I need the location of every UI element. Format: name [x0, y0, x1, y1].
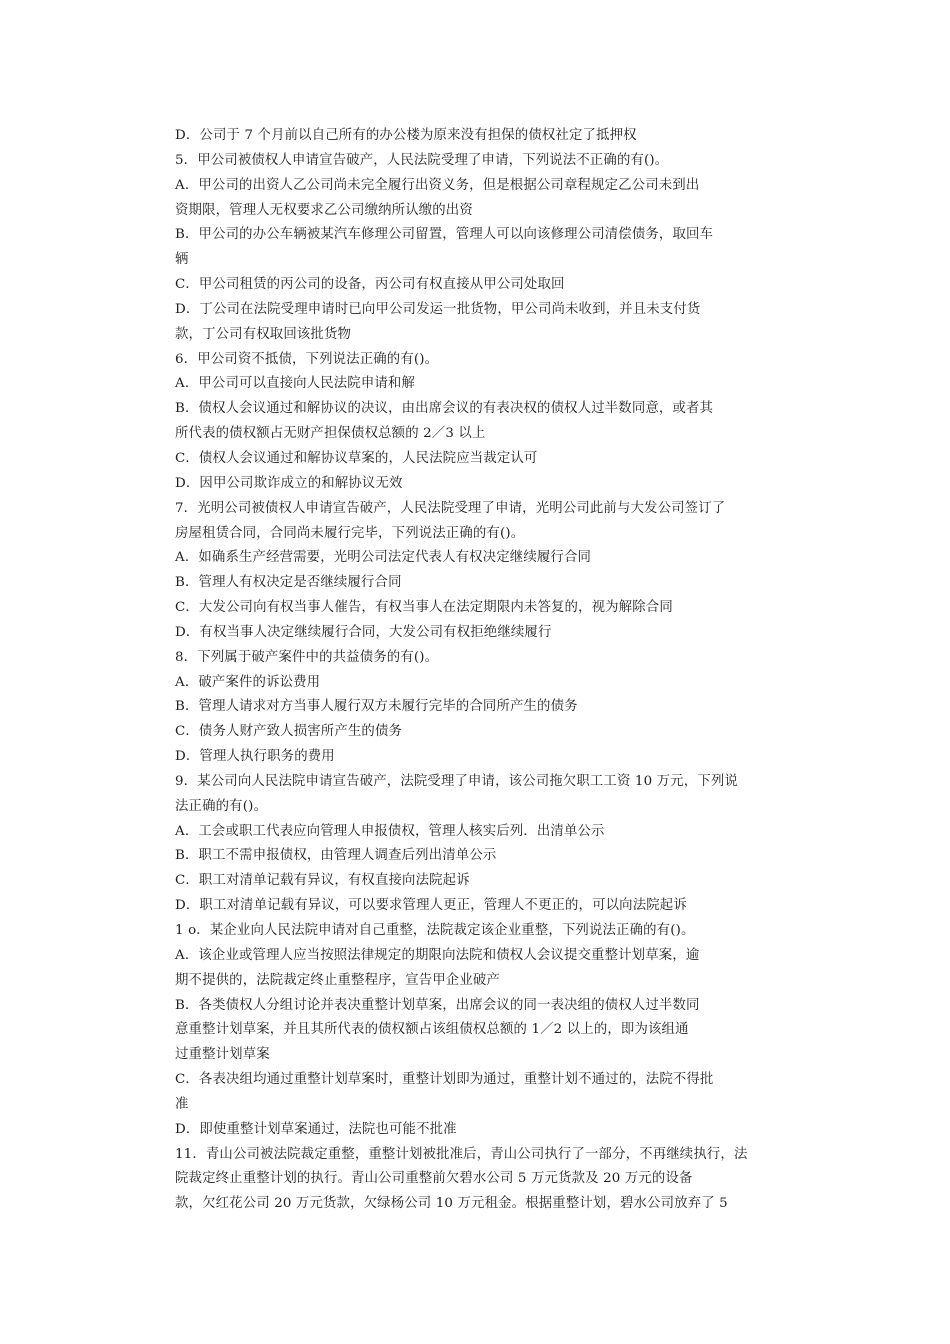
text-line: 1 o．某企业向人民法院申请对自己重整，法院裁定该企业重整，下列说法正确的有()。 [175, 923, 695, 938]
text-line: 准 [175, 1096, 189, 1112]
text-line: D．丁公司在法院受理申请时已向甲公司发运一批货物，甲公司尚未收到，并且未支付货 [175, 301, 701, 317]
text-line: B．债权人会议通过和解协议的决议，由出席会议的有表决权的债权人过半数同意，或者其 [175, 401, 714, 417]
text-line: 款，丁公司有权取回该批货物 [175, 326, 352, 342]
text-line: B．管理人有权决定是否继续履行合同 [175, 575, 402, 591]
text-line: 法正确的有()。 [175, 798, 267, 814]
text-line: D．公司于 7 个月前以自己所有的办公楼为原来没有担保的债权社定了抵押权 [175, 128, 637, 143]
text-line: B．各类债权人分组讨论并表决重整计划草案，出席会议的同一表决组的债权人过半数同 [175, 997, 700, 1013]
text-line: D．职工对清单记载有异议，可以要求管理人更正，管理人不更正的，可以向法院起诉 [175, 898, 687, 914]
document-body [175, 124, 815, 1217]
text-line: C．大发公司向有权当事人催告，有权当事人在法定期限内未答复的，视为解除合同 [175, 600, 673, 616]
text-line: 房屋租赁合同，合同尚未履行完毕，下列说法正确的有()。 [175, 525, 525, 541]
text-line: A．破产案件的诉讼费用 [175, 674, 321, 690]
text-line: 期不提供的，法院裁定终止重整程序，宣告甲企业破产 [175, 972, 500, 988]
text-line: A．该企业或管理人应当按照法律规定的期限向法院和债权人会议提交重整计划草案，逾 [175, 947, 700, 963]
text-line: 辆 [175, 252, 189, 268]
text-line: 8．下列属于破产案件中的共益债务的有()。 [175, 649, 439, 665]
text-line: A．甲公司可以直接向人民法院申请和解 [175, 376, 416, 392]
text-line: B．职工不需申报债权，由管理人调查后列出清单公示 [175, 848, 497, 864]
text-line: D．管理人执行职务的费用 [175, 749, 335, 765]
text-line: C．职工对清单记载有异议，有权直接向法院起诉 [175, 873, 470, 889]
text-line: A．甲公司的出资人乙公司尚未完全履行出资义务，但是根据公司章程规定乙公司未到出 [175, 177, 700, 193]
text-line: D．即使重整计划草案通过，法院也可能不批准 [175, 1121, 457, 1137]
text-line: D．有权当事人决定继续履行合同，大发公司有权拒绝继续履行 [175, 624, 552, 640]
text-line: 11．青山公司被法院裁定重整，重整计划被批准后，青山公司执行了一部分，不再继续执行，法 [175, 1146, 748, 1162]
text-line: 9．某公司向人民法院申请宣告破产，法院受理了申请，该公司拖欠职工工资 10 万元，下列说 [175, 773, 738, 789]
text-line: 6．甲公司资不抵债，下列说法正确的有()。 [175, 351, 439, 367]
text-line: 所代表的债权额占无财产担保债权总额的 2／3 以上 [175, 426, 486, 442]
text-line: A．工会或职工代表应向管理人申报债权，管理人核实后列．出清单公示 [175, 823, 605, 839]
text-line: B．甲公司的办公车辆被某汽车修理公司留置，管理人可以向该修理公司清偿债务，取回车 [175, 227, 714, 243]
text-line: 意重整计划草案，并且其所代表的债权额占该组债权总额的 1／2 以上的，即为该组通 [175, 1022, 689, 1038]
text-line: C．甲公司租赁的丙公司的设备，丙公司有权直接从甲公司处取回 [175, 277, 565, 293]
text-line: 款，欠红花公司 20 万元货款，欠绿杨公司 10 万元租金。根据重整计划，碧水公司放弃了 5 [175, 1196, 728, 1212]
text-line: D．因甲公司欺诈成立的和解协议无效 [175, 475, 403, 491]
text-line: C．债务人财产致人损害所产生的债务 [175, 724, 403, 740]
text-line: 7．光明公司被债权人申请宣告破产，人民法院受理了申请，光明公司此前与大发公司签订了 [175, 500, 726, 516]
text-line: 院裁定终止重整计划的执行。青山公司重整前欠碧水公司 5 万元货款及 20 万元的设备 [175, 1171, 693, 1187]
text-line: A．如确系生产经营需要，光明公司法定代表人有权决定继续履行合同 [175, 550, 592, 566]
text-line: 5．甲公司被债权人申请宣告破产，人民法院受理了申请，下列说法不正确的有()。 [175, 152, 669, 168]
text-line: C．债权人会议通过和解协议草案的，人民法院应当裁定认可 [175, 450, 538, 466]
text-line: 资期限，管理人无权要求乙公司缴纳所认缴的出资 [175, 202, 473, 218]
text-line: B．管理人请求对方当事人履行双方未履行完毕的合同所产生的债务 [175, 699, 578, 715]
text-line: 过重整计划草案 [175, 1047, 270, 1063]
text-line: C．各表决组均通过重整计划草案时，重整计划即为通过，重整计划不通过的，法院不得批 [175, 1072, 714, 1088]
